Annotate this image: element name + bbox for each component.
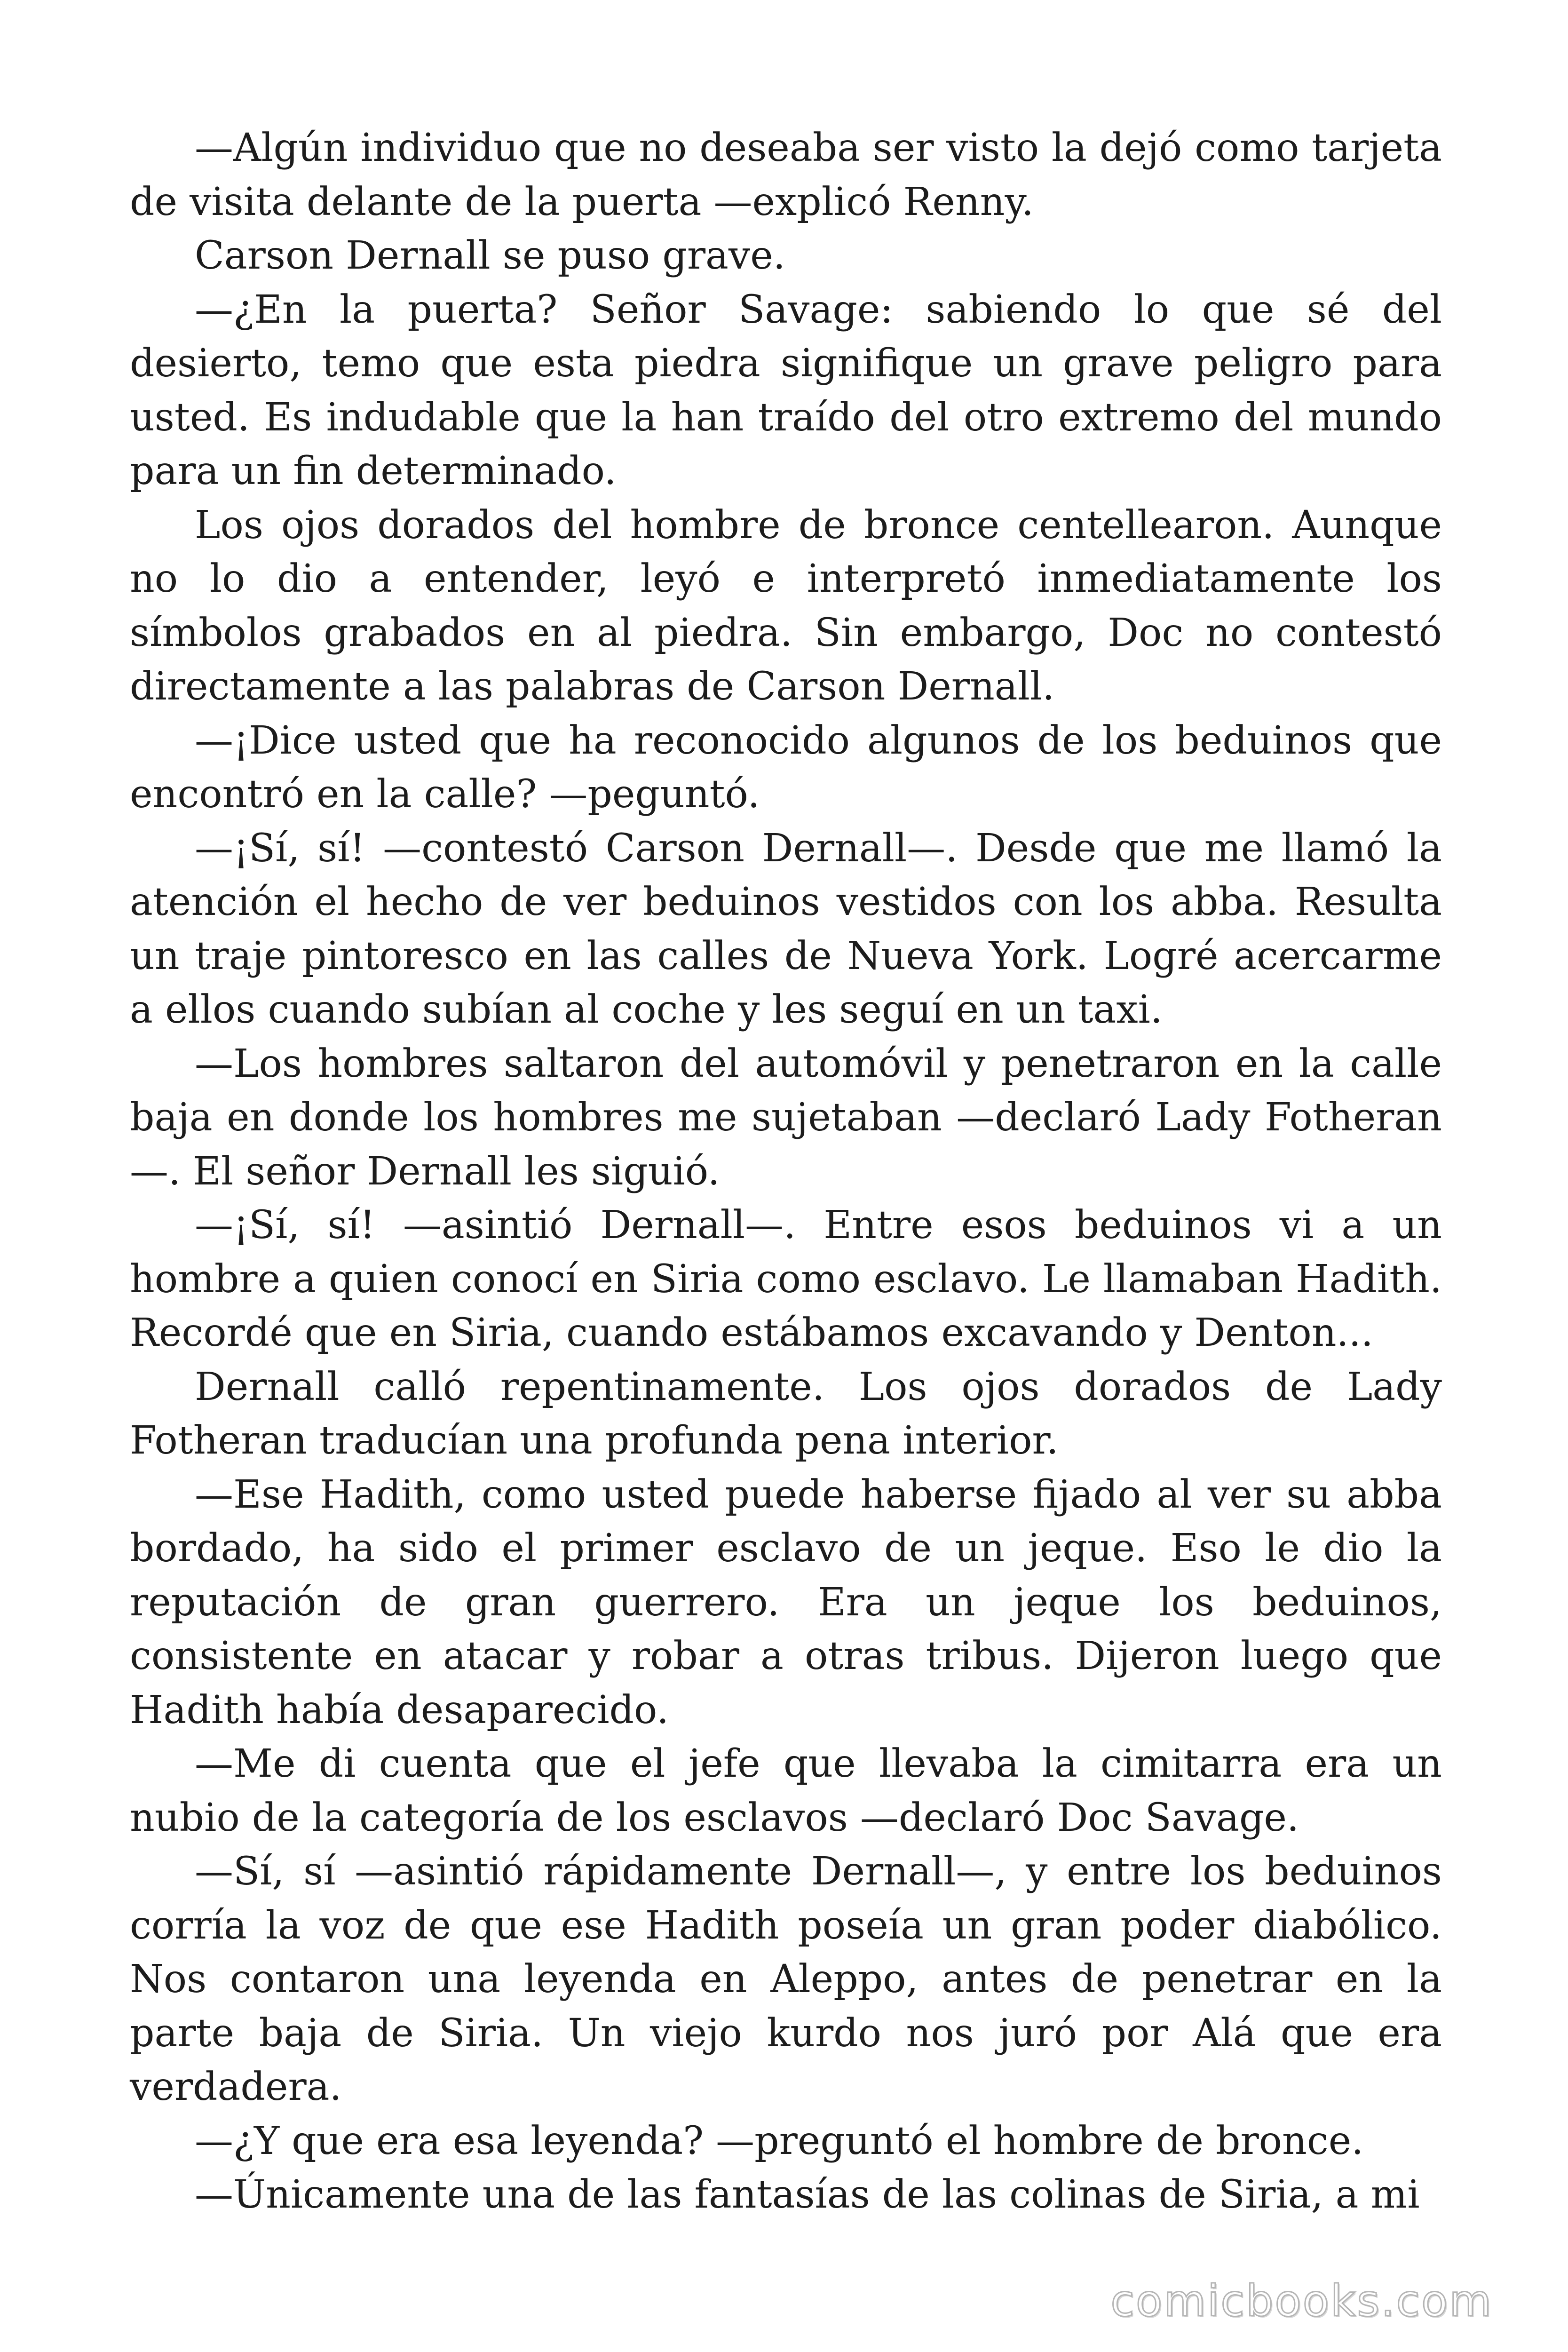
paragraph: —Sí, sí —asintió rápidamente Dernall—, y entre los beduinos corría la voz de que ese Hadith poseía un gran poder diabólico. Nos contaron una leyenda en Aleppo, antes de penetrar en la parte baja de Siria. Un viejo kurdo nos juró por Alá que era verdadera. <box>130 1849 1442 2109</box>
paragraph: —Me di cuenta que el jefe que llevaba la cimitarra era un nubio de la categoría de los esclavos —declaró Doc Savage. <box>130 1741 1442 1840</box>
paragraph: —¡Sí, sí! —contestó Carson Dernall—. Desde que me llamó la atención el hecho de ver beduinos vestidos con los abba. Resulta un traje pintoresco en las calles de Nueva York. Logré acercarme a ellos cuando subían al coche y les seguí en un taxi. <box>130 826 1442 1032</box>
paragraph: —¡Dice usted que ha reconocido algunos de los beduinos que encontró en la calle? —peguntó. <box>130 718 1442 817</box>
paragraph: Dernall calló repentinamente. Los ojos dorados de Lady Fotheran traducían una profunda pena interior. <box>130 1364 1442 1463</box>
paragraph: —Los hombres saltaron del automóvil y penetraron en la calle baja en donde los hombres me sujetaban —declaró Lady Fotheran —. El señor Dernall les siguió. <box>130 1041 1442 1194</box>
paragraph: —¿En la puerta? Señor Savage: sabiendo lo que sé del desierto, temo que esta piedra signifique un grave peligro para usted. Es indudable que la han traído del otro extremo del mundo para un fin determinado. <box>130 287 1442 493</box>
paragraph: —¿Y que era esa leyenda? —preguntó el hombre de bronce. <box>195 2118 1364 2163</box>
watermark: comicbooks.com <box>1110 2276 1493 2326</box>
paragraph: Carson Dernall se puso grave. <box>195 233 785 278</box>
paragraph: —Ese Hadith, como usted puede haberse fijado al ver su abba bordado, ha sido el primer esclavo de un jeque. Eso le dio la reputación de gran guerrero. Era un jeque los beduinos, consistente en atacar y robar a otras tribus. Dijeron luego que Hadith había desaparecido. <box>130 1472 1442 1732</box>
body-text <box>130 121 1442 2222</box>
paragraph: —Algún individuo que no deseaba ser visto la dejó como tarjeta de visita delante de la puerta —explicó Renny. <box>130 126 1442 224</box>
paragraph: Los ojos dorados del hombre de bronce centellearon. Aunque no lo dio a entender, leyó e interpretó inmediatamente los símbolos grabados en al piedra. Sin embargo, Doc no contestó directamente a las palabras de Carson Dernall. <box>130 502 1442 709</box>
paragraph: —Únicamente una de las fantasías de las colinas de Siria, a mi <box>195 2172 1420 2217</box>
paragraph: —¡Sí, sí! —asintió Dernall—. Entre esos beduinos vi a un hombre a quien conocí en Siria como esclavo. Le llamaban Hadith. Recordé que en Siria, cuando estábamos excavando y Denton... <box>130 1203 1442 1355</box>
